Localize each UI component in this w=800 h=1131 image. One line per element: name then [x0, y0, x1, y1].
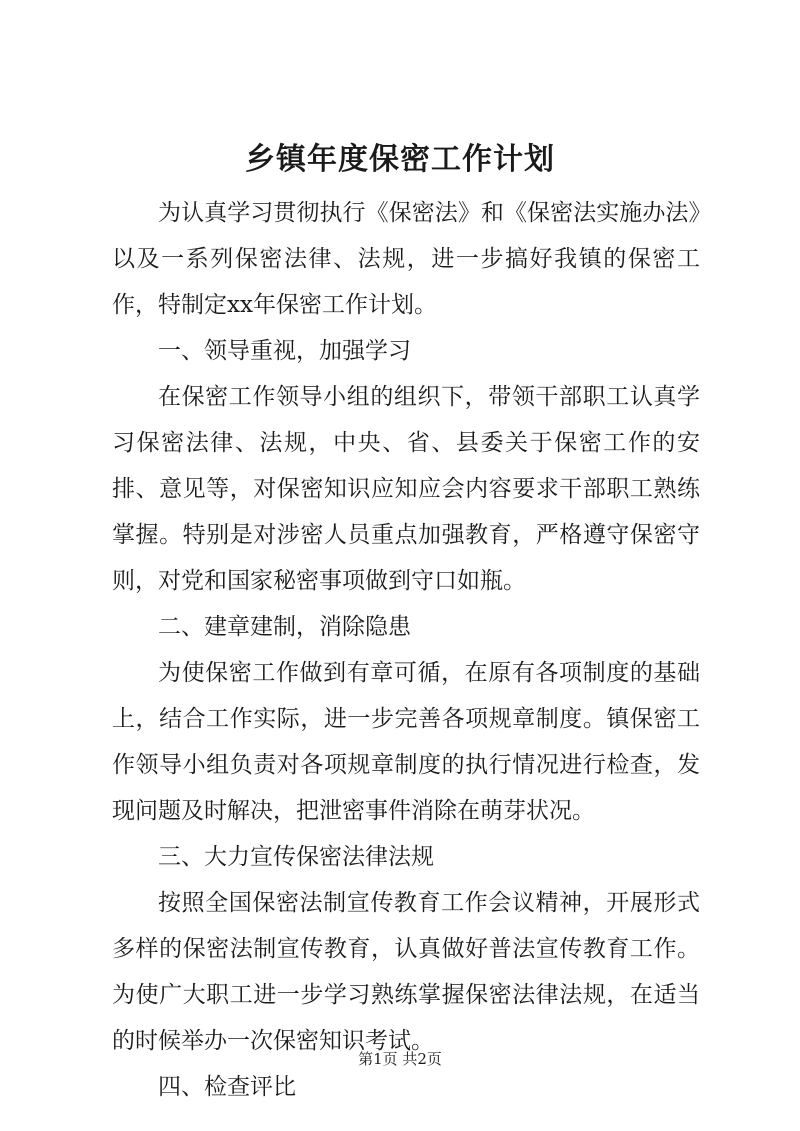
intro-paragraph: 为认真学习贯彻执行《保密法》和《保密法实施办法》以及一系列保密法律、法规，进一步搞好我镇的保密工作，特制定xx年保密工作计划。 [112, 200, 700, 318]
section-paragraph-3: 按照全国保密法制宣传教育工作会议精神，开展形式多样的保密法制宣传教育，认真做好普法宣传教育工作。为使广大职工进一步学习熟练掌握保密法律法规，在适当的时候举办一次保密知识考试。 [112, 890, 700, 1054]
section-heading-2: 二、建章建制，消除隐患 [158, 614, 411, 640]
page-number-label: 第1页 共2页 [358, 1050, 442, 1068]
document-title: 乡镇年度保密工作计划 [245, 142, 555, 177]
section-paragraph-1: 在保密工作领导小组的组织下，带领干部职工认真学习保密法律、法规，中央、省、县委关于保密工作的安排、意见等，对保密知识应知应会内容要求干部职工熟练掌握。特别是对涉密人员重点加强教育，严格遵守保密守则，对党和国家秘密事项做到守口如瓶。 [112, 384, 700, 594]
section-heading-4: 四、检查评比 [158, 1074, 296, 1100]
section-heading-1: 一、领导重视，加强学习 [158, 338, 411, 364]
page-footer [0, 1048, 800, 1070]
section-paragraph-2: 为使保密工作做到有章可循，在原有各项制度的基础上，结合工作实际，进一步完善各项规章制度。镇保密工作领导小组负责对各项规章制度的执行情况进行检查，发现问题及时解决，把泄密事件消除在萌芽状况。 [112, 660, 700, 824]
document-body [112, 190, 700, 1110]
section-heading-3: 三、大力宣传保密法律法规 [158, 844, 434, 870]
